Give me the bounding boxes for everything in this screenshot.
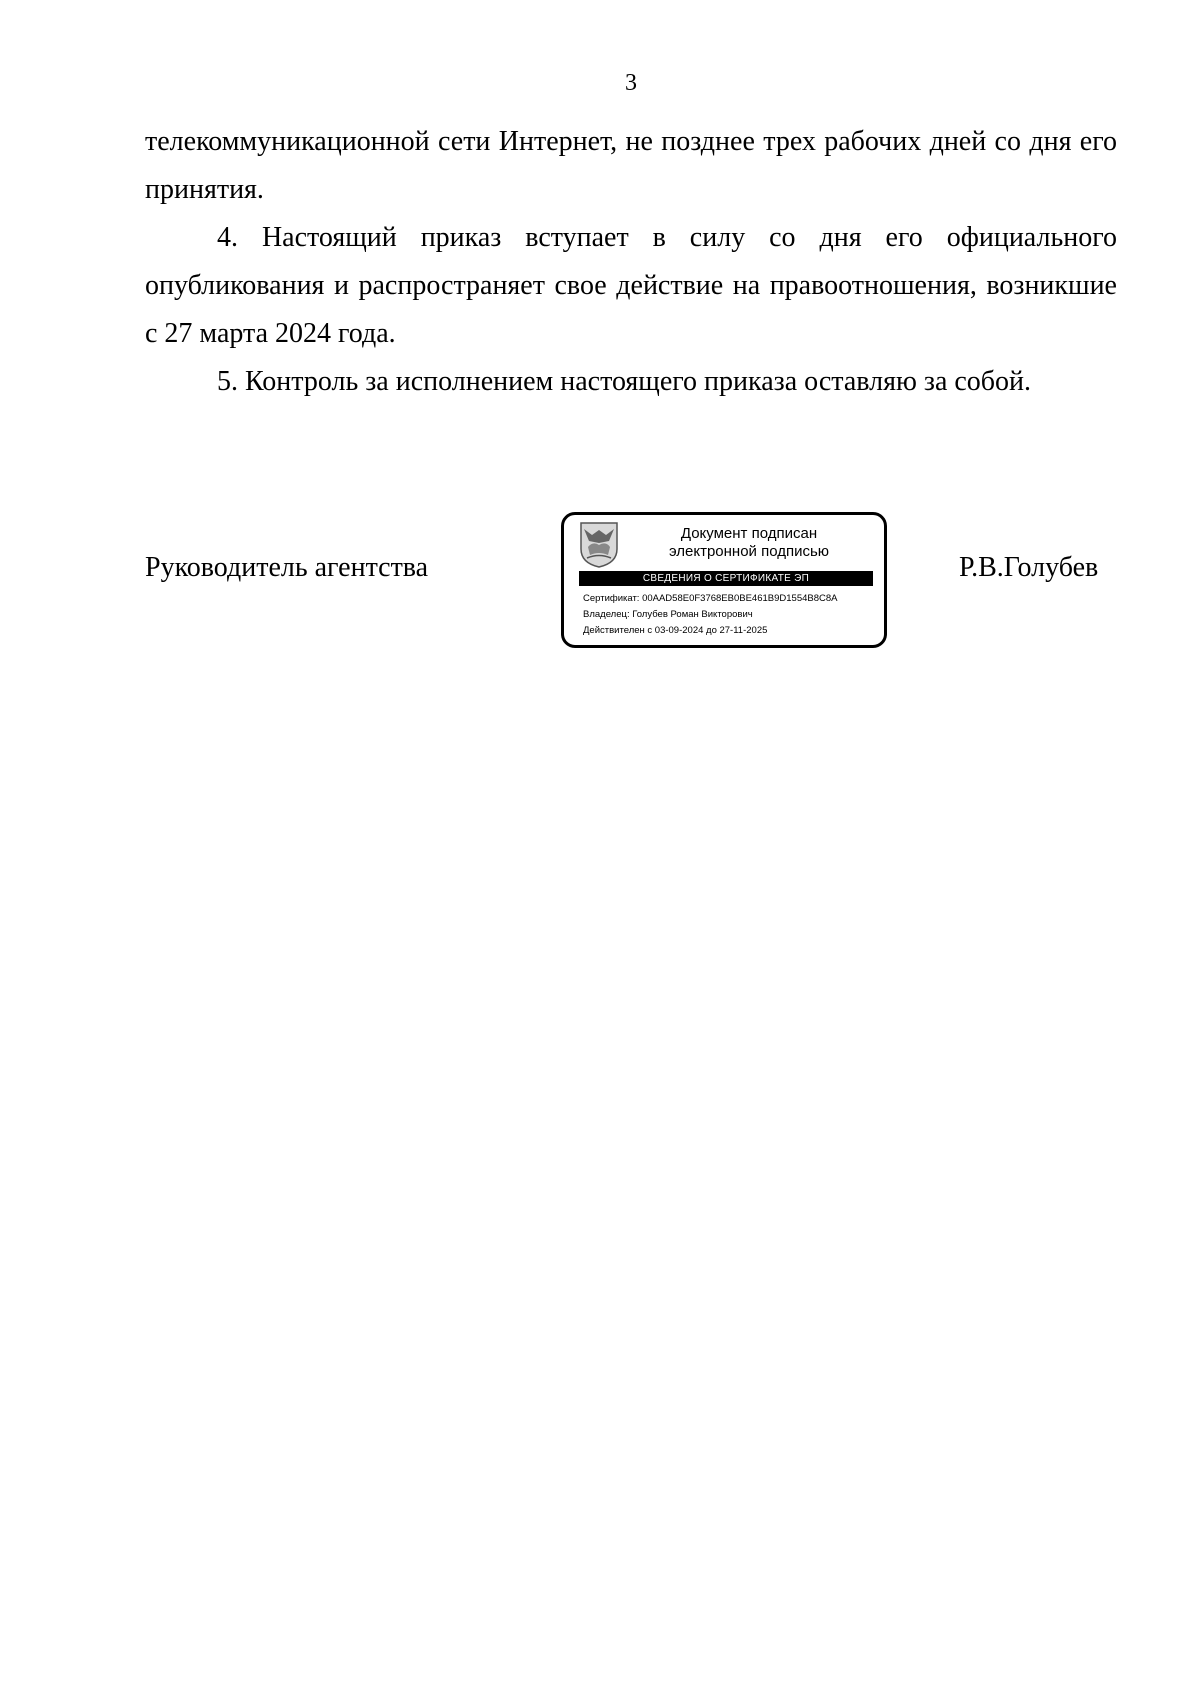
certificate-number: Сертификат: 00AAD58E0F3768EB0BE461B9D1554B8C8A <box>583 593 838 604</box>
stamp-title-line1: Документ подписан <box>680 525 818 542</box>
signatory-position: Руководитель агентства <box>145 552 429 583</box>
paragraph-5: 5. Контроль за исполнением настоящего приказа оставляю за собой. <box>217 366 1032 397</box>
document-body <box>145 118 1117 406</box>
coat-of-arms-icon <box>579 521 619 569</box>
certificate-header: СВЕДЕНИЯ О СЕРТИФИКАТЕ ЭП <box>579 571 873 586</box>
signatory-name: Р.В.Голубев <box>959 552 1099 583</box>
page-number: 3 <box>625 70 637 96</box>
certificate-validity: Действителен с 03-09-2024 до 27-11-2025 <box>583 625 768 636</box>
paragraph-4: 4. Настоящий приказ вступает в силу со дня его официального опубликования и распространяет свое действие на правоотношения, возникшие с 27 марта 2024 года. <box>145 222 1117 349</box>
certificate-owner: Владелец: Голубев Роман Викторович <box>583 609 753 620</box>
paragraph-continuation: телекоммуникационной сети Интернет, не позднее трех рабочих дней со дня его принятия. <box>145 126 1117 205</box>
electronic-signature-stamp <box>561 512 887 648</box>
stamp-title <box>624 525 874 561</box>
stamp-title-line2: электронной подписью <box>668 543 830 560</box>
